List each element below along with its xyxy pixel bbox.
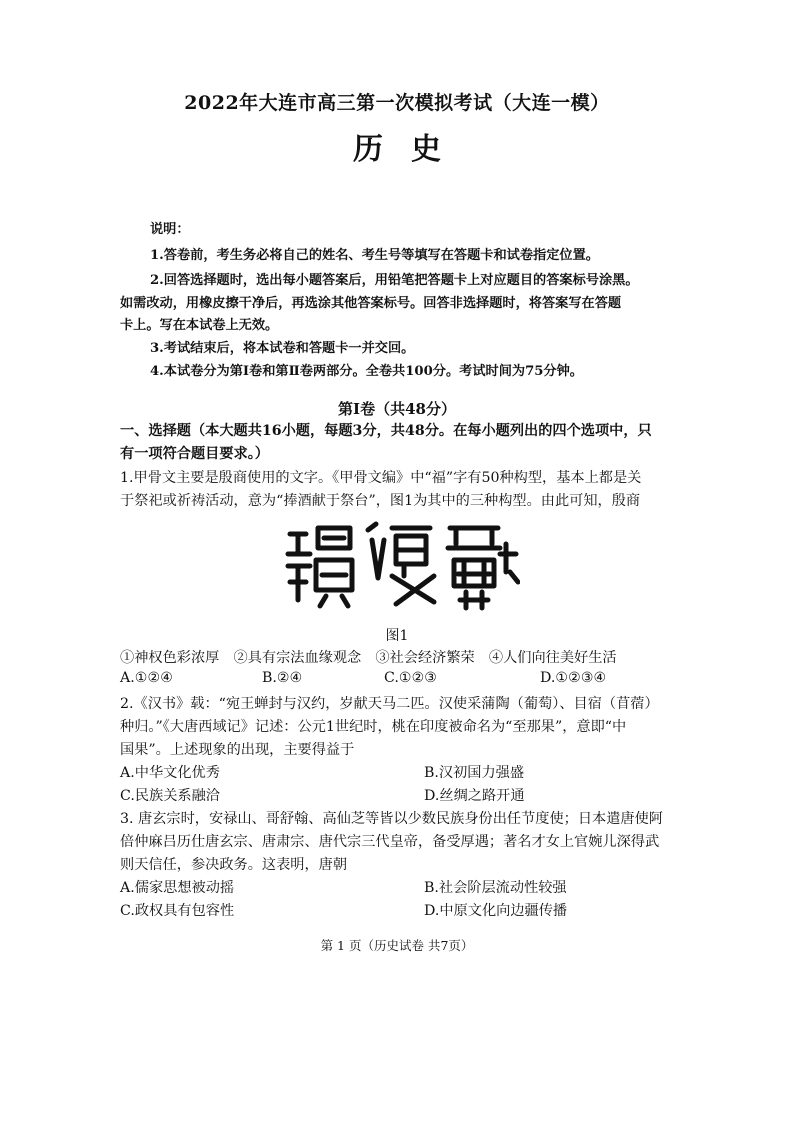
question-2-text: 种归。”《大唐西域记》记述：公元1世纪时，桃在印度被命名为“至那果”，意即“中 <box>120 719 627 735</box>
subject-title: 历史 <box>353 132 469 167</box>
instruction-line: 2.回答选择题时，选出每小题答案后，用铅笔把答题卡上对应题目的答案标号涂黑。 <box>150 273 639 288</box>
question-2-text: 国果”。上述现象的出现，主要得益于 <box>120 742 355 758</box>
option-a: A.中华文化优秀 <box>120 765 220 781</box>
oracle-bone-figure <box>280 520 520 612</box>
option-d: D.中原文化向边疆传播 <box>424 903 568 919</box>
option-c: C.①②③ <box>384 670 438 686</box>
section-title: 第Ⅰ卷（共48分） <box>338 400 456 418</box>
instruction-line: 4.本试卷分为第Ⅰ卷和第Ⅱ卷两部分。全卷共100分。考试时间为75分钟。 <box>150 364 583 379</box>
part-heading: 有一项符合题目要求。） <box>120 446 269 462</box>
instruction-line: 卡上。写在本试卷上无效。 <box>120 318 279 333</box>
option-a: A.儒家思想被动摇 <box>120 880 235 896</box>
option-d: D.丝绸之路开通 <box>424 788 525 804</box>
instruction-line: 如需改动，用橡皮擦干净后，再选涂其他答案标号。回答非选择题时，将答案写在答题 <box>120 296 622 311</box>
question-1-statements: ①神权色彩浓厚 ②具有宗法血缘观念 ③社会经济繁荣 ④人们向往美好生活 <box>120 650 617 666</box>
oracle-bone-glyphs <box>280 520 520 612</box>
question-1-text: 1.甲骨文主要是殷商使用的文字。《甲骨文编》中“福”字有50种构型，基本上都是关 <box>120 470 642 486</box>
option-a: A.①②④ <box>120 670 173 686</box>
option-b: B.汉初国力强盛 <box>424 765 525 781</box>
question-1-text: 于祭祀或祈祷活动，意为“捧酒献于祭台”，图1为其中的三种构型。由此可知，殷商 <box>120 493 641 509</box>
question-3-text: 则天信任，参决政务。这表明，唐朝 <box>120 857 348 873</box>
question-3-text: 3. 唐玄宗时，安禄山、哥舒翰、高仙芝等皆以少数民族身份出任节度使；日本遣唐使阿 <box>120 811 663 827</box>
part-heading: 一、选择题（本大题共16小题，每题3分，共48分。在每小题列出的四个选项中，只 <box>120 423 652 439</box>
figure-caption: 图1 <box>385 628 409 644</box>
instruction-line: 1.答卷前，考生务必将自己的姓名、考生号等填写在答题卡和试卷指定位置。 <box>150 248 599 263</box>
exam-title: 2022年大连市高三第一次模拟考试（大连一模） <box>184 92 610 114</box>
page-footer: 第 1 页（历史试卷 共7页） <box>320 938 474 953</box>
instructions-label: 说明： <box>150 222 190 237</box>
question-3-text: 倍仲麻吕历仕唐玄宗、唐肃宗、唐代宗三代皇帝，备受厚遇；著名才女上官婉儿深得武 <box>120 834 660 850</box>
option-c: C.政权具有包容性 <box>120 903 235 919</box>
instruction-line: 3.考试结束后，将本试卷和答题卡一并交回。 <box>150 341 415 356</box>
question-2-text: 2.《汉书》载：“宛王蝉封与汉约，岁献天马二匹。汉使采蒲陶（葡萄）、目宿（苜蓿） <box>120 696 659 712</box>
option-b: B.社会阶层流动性较强 <box>424 880 567 896</box>
option-b: B.②④ <box>262 670 303 686</box>
option-d: D.①②③④ <box>540 670 607 686</box>
option-c: C.民族关系融洽 <box>120 788 220 804</box>
